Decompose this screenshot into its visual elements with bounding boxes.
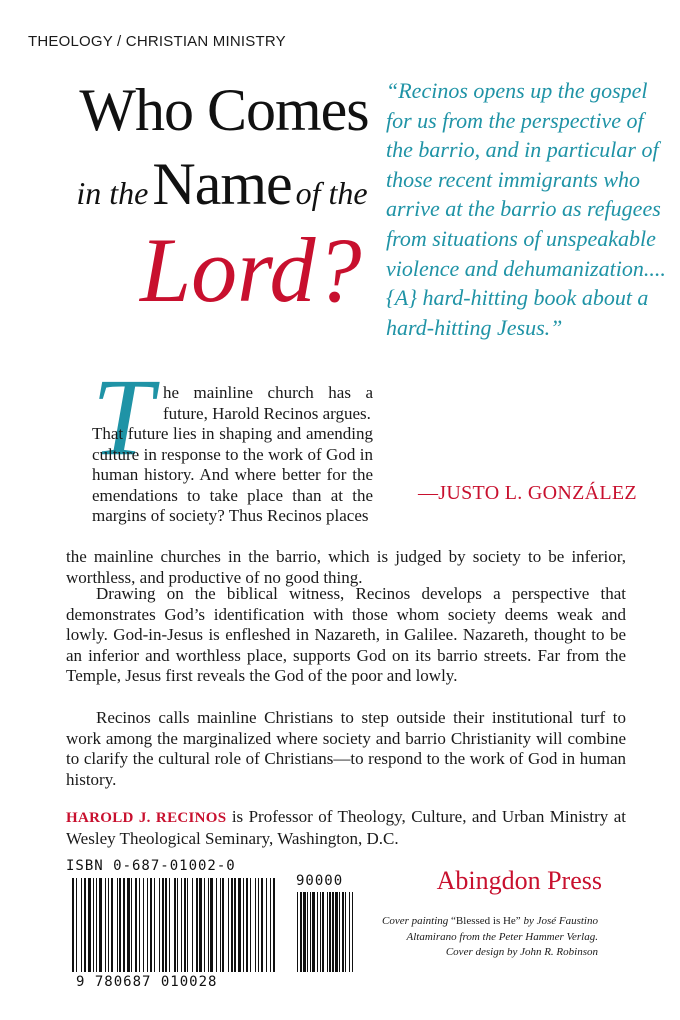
description-paragraph-3: Recinos calls mainline Christians to step outside their institutional turf to work among the marginalized where society and barrio Christianity will combine to clarify the cultural role of Christians—to respond to the work of God in human history. [66,708,626,789]
quote-attribution: —JUSTO L. GONZÁLEZ [418,482,637,504]
title-lord: Lord? [140,219,362,321]
book-title-line1: Who Comes [79,77,369,143]
title-in-the: in the [76,175,149,211]
author-bio [66,807,626,849]
isbn-label: ISBN 0-687-01002-0 [66,858,236,874]
publisher-name: Abingdon Press [436,866,602,895]
title-of-the: of the [295,175,368,211]
credits-painting-line2: Altamirano from the Peter Hammer Verlag. [406,930,598,943]
description-paragraph-1-mid: That future lies in shaping and amending culture in response to the work of God in human history. And where better for the emendations to take place than at the margins of society? Thus Recinos places [92,424,373,526]
description-paragraph-1-lead: he mainline church has a future, Harold Recinos argues. [163,383,373,423]
barcode-number: 9 780687 010028 [76,974,218,990]
author-bio-text: is Professor of Theology, Culture, and Urban Ministry at Wesley Theological Seminary, Washington, D.C. [66,807,626,848]
category-label: THEOLOGY / CHRISTIAN MINISTRY [28,33,286,50]
price-code: 90000 [296,873,344,889]
description-paragraph-1-tail: the mainline churches in the barrio, which is judged by society to be inferior, worthless, and productive of no good thing. [66,547,626,587]
title-name: Name [152,151,292,217]
endorsement-quote: “Recinos opens up the gospel for us from the perspective of the barrio, and in particular of those recent immigrants who arrive at the barrio as refugees from situations of unspeakable violence and dehumanization.... {A} hard-hitting book about a hard-hitting Jesus.” [386,78,666,340]
author-name: HAROLD J. RECINOS [66,810,227,826]
book-title-line2 [62,150,382,219]
description-paragraph-2: Drawing on the biblical witness, Recinos develops a perspective that demonstrates God’s identification with those whom society deems weak and lowly. God-in-Jesus is enfleshed in Nazareth, in Galilee. Nazareth, thought to be an inferior and worthless place, supports God on its barrio streets. Far from the Temple, Jesus first reveals the God of the poor and lowly. [66,584,626,686]
cover-credits [340,914,598,961]
drop-cap: T [92,356,154,478]
credits-painting-line: Cover painting “Blessed is He” by José Faustino [381,915,598,927]
credits-design-line: Cover design by John R. Robinson [445,946,598,958]
